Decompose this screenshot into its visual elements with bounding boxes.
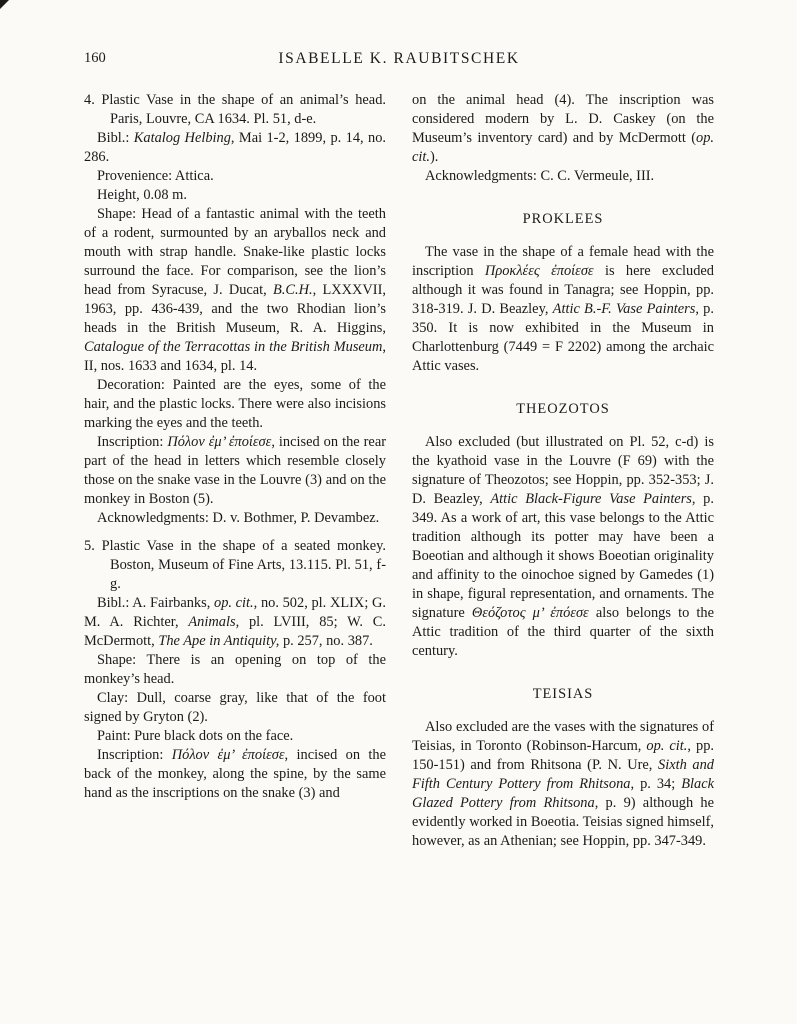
paragraph — [84, 537, 386, 594]
text-run: The Ape in Antiquity, — [158, 633, 280, 649]
greek-inscription-text: Προκλέες ἐποίεσε — [484, 263, 594, 279]
greek-inscription-text: Πόλον ἐμ’ ἐποίεσε — [171, 747, 285, 763]
text-run: Katalog Helbing — [133, 130, 231, 146]
section-heading — [412, 685, 714, 704]
text-run: Acknowledgments: C. C. Vermeule, III. — [425, 168, 655, 184]
paragraph — [412, 243, 714, 376]
paragraph — [84, 509, 386, 528]
text-run: THEOZOTOS — [516, 401, 610, 417]
text-run: , II, nos. 1633 and 1634, pl. 14. — [84, 339, 386, 374]
text-run: The vase in the shape of a female head with the inscription — [412, 244, 714, 279]
paragraph — [84, 205, 386, 376]
text-run: Catalogue of the Terracottas in the British Museum — [84, 339, 383, 355]
text-run: , p. 349. As a work of art, this vase belongs to the Attic tradition although its potter may have been a Boeotian and although it shows Boeotian originality and affinity to the oinochoe signed by Gamedes (1) in shape, figural representation, and ornaments. The signature — [412, 491, 714, 621]
text-run: TEISIAS — [532, 686, 594, 702]
greek-inscription-text: Θεόζοτος μ’ ἐπόεσε — [471, 605, 589, 621]
text-run: op. cit. — [412, 130, 714, 165]
text-run: on the animal head (4). The inscription was considered modern by L. D. Caskey (on the Museum’s inventory card) and by McDermott ( — [412, 92, 714, 146]
paragraph — [84, 689, 386, 727]
text-run: Bibl.: — [97, 130, 134, 146]
text-run: 5. Plastic Vase in the shape of a seated monkey. Boston, Museum of Fine Arts, 13.115. Pl. 51, f-g. — [84, 538, 386, 592]
paragraph — [84, 167, 386, 186]
text-run: Shape: There is an opening on top of the monkey’s head. — [84, 652, 386, 687]
text-run: , pp. 150-151) and from Rhitsona (P. N. Ure, — [412, 738, 714, 773]
text-run: Also excluded (but illustrated on Pl. 52, c-d) is the kyathoid vase in the Louvre (F 69) with the signature of Theozotos; see Hoppin, pp. 352-353; J. D. Beazley, — [412, 434, 714, 507]
text-run: Inscription: — [97, 434, 168, 450]
text-run: Black Glazed Pottery from Rhitsona — [412, 776, 714, 811]
scan-corner-artifact — [0, 0, 9, 9]
text-run: Shape: Head of a fantastic animal with the teeth of a rodent, surmounted by an aryballos neck and mouth with strap handle. Snake-like plastic locks surround the face. For comparison, see the lion’s head from Syracuse, J. Ducat, — [84, 206, 386, 298]
text-run: Height, 0.08 m. — [97, 187, 187, 203]
paragraph — [412, 433, 714, 661]
paragraph — [84, 727, 386, 746]
text-run: , p. 34; — [630, 776, 682, 792]
paragraph — [84, 186, 386, 205]
section-heading — [412, 400, 714, 419]
text-run: Bibl.: A. Fairbanks, — [97, 595, 214, 611]
text-run: , Mai 1-2, 1899, p. 14, no. 286. — [84, 130, 386, 165]
text-run: 4. Plastic Vase in the shape of an animal’s head. Paris, Louvre, CA 1634. Pl. 51, d-e. — [84, 92, 386, 127]
text-run: is here excluded although it was found in Tanagra; see Hoppin, pp. 318-319. J. D. Beazley, — [412, 263, 714, 317]
running-head: ISABELLE K. RAUBITSCHEK — [278, 50, 520, 67]
greek-inscription-text: Πόλον ἐμ’ ἐποίεσε — [167, 434, 272, 450]
text-run: , p. 9) although he evidently worked in Boeotia. Teisias signed himself, however, as an Athenian; see Hoppin, pp. 347-349. — [412, 795, 714, 849]
text-run: , LXXXVII, 1963, pp. 436-439, and the two Rhodian lion’s heads in the British Museum, R. A. Higgins, — [84, 282, 386, 336]
paragraph — [84, 376, 386, 433]
text-run: Clay: Dull, coarse gray, like that of the foot signed by Gryton (2). — [84, 690, 386, 725]
text-run: Acknowledgments: D. v. Bothmer, P. Devambez. — [97, 510, 380, 526]
text-run: Attic B.-F. Vase Painters — [552, 301, 696, 317]
text-run: op. cit. — [646, 738, 688, 754]
text-run: , pl. LVIII, 85; W. C. McDermott, — [84, 614, 386, 649]
paragraph — [84, 594, 386, 651]
text-run: Also excluded are the vases with the signatures of Teisias, in Toronto (Robinson-Harcum, — [412, 719, 714, 754]
paragraph — [412, 167, 714, 186]
text-run: , incised on the rear part of the head in letters which resemble closely those on the snake vase in the Louvre (3) and on the monkey in Boston (5). — [84, 434, 386, 507]
right-column — [412, 91, 714, 851]
paragraph — [412, 91, 714, 167]
text-run: Provenience: Attica. — [97, 168, 214, 184]
text-run: , p. 350. It is now exhibited in the Museum in Charlottenburg (7449 = F 2202) among the archaic Attic vases. — [412, 301, 714, 374]
text-run: also belongs to the Attic tradition of the third quarter of the sixth century. — [412, 605, 714, 659]
page-number: 160 — [84, 50, 106, 66]
text-run: p. 257, no. 387. — [279, 633, 373, 649]
text-run: , no. 502, pl. XLIX; G. M. A. Richter, — [84, 595, 386, 630]
text-run: Paint: Pure black dots on the face. — [97, 728, 294, 744]
text-run: Attic Black-Figure Vase Painters — [490, 491, 692, 507]
text-run: PROKLEES — [522, 211, 604, 227]
paragraph — [84, 433, 386, 509]
paragraph — [84, 129, 386, 167]
text-run: ). — [429, 149, 439, 165]
text-run: Animals — [188, 614, 236, 630]
paragraph — [412, 718, 714, 851]
section-heading — [412, 210, 714, 229]
text-run: Inscription: — [97, 747, 172, 763]
paragraph — [84, 651, 386, 689]
left-column — [84, 91, 386, 851]
text-run: op. cit. — [214, 595, 254, 611]
page-header — [84, 50, 714, 70]
paragraph — [84, 746, 386, 803]
text-columns — [84, 91, 714, 851]
paragraph — [84, 91, 386, 129]
text-run: Sixth and Fifth Century Pottery from Rhitsona — [412, 757, 714, 792]
text-run: B.C.H. — [273, 282, 313, 298]
text-run: Decoration: Painted are the eyes, some of the hair, and the plastic locks. There were also incisions marking the eyes and the teeth. — [84, 377, 386, 431]
text-run: , incised on the back of the monkey, along the spine, by the same hand as the inscriptions on the snake (3) and — [84, 747, 386, 801]
